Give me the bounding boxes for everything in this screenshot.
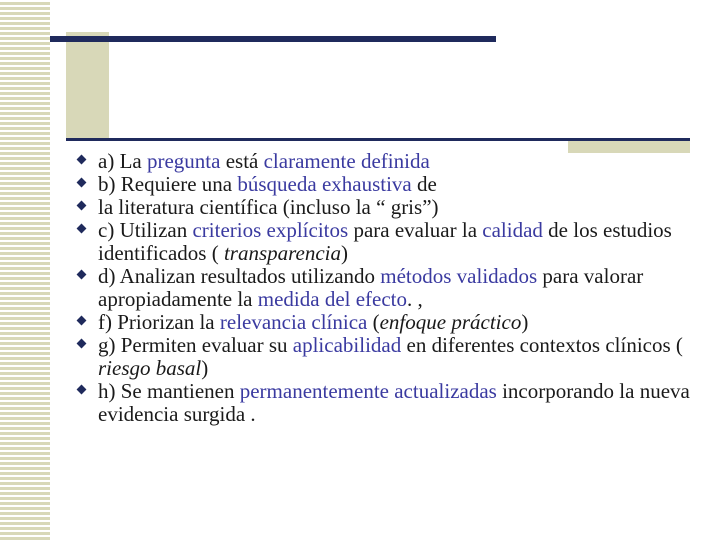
list-item bbox=[78, 219, 708, 265]
item-highlight: aplicabilidad bbox=[292, 333, 402, 357]
list-item bbox=[78, 311, 708, 334]
item-text: ( bbox=[367, 310, 380, 334]
item-text: de los estudios identificados ( bbox=[98, 218, 672, 265]
diamond-bullet-icon bbox=[77, 178, 87, 188]
item-highlight: criterios explícitos bbox=[192, 218, 349, 242]
criteria-list bbox=[78, 150, 708, 426]
item-text: para evaluar la bbox=[348, 218, 483, 242]
top-navy-bar bbox=[50, 36, 496, 42]
diamond-bullet-icon bbox=[77, 339, 87, 349]
item-text: f) Priorizan la bbox=[98, 310, 220, 334]
item-highlight: medida del efecto bbox=[257, 287, 408, 311]
item-text: ) bbox=[201, 356, 209, 380]
item-italic: riesgo basal bbox=[98, 356, 202, 380]
list-item bbox=[78, 173, 708, 196]
diamond-bullet-icon bbox=[77, 155, 87, 165]
diamond-bullet-icon bbox=[77, 385, 87, 395]
list-item bbox=[78, 334, 708, 380]
item-highlight: claramente definida bbox=[263, 149, 430, 173]
khaki-block-decoration bbox=[66, 32, 109, 138]
item-text: a) La bbox=[98, 149, 147, 173]
item-text: está bbox=[220, 149, 264, 173]
item-highlight: métodos validados bbox=[380, 264, 538, 288]
item-highlight: permanentemente actualizadas bbox=[239, 379, 497, 403]
item-text: ) bbox=[341, 241, 349, 265]
list-item bbox=[78, 196, 708, 219]
item-highlight: relevancia clínica bbox=[219, 310, 368, 334]
item-text: incorporando la nueva evidencia surgida . bbox=[98, 379, 690, 426]
item-text: . , bbox=[407, 287, 423, 311]
diamond-bullet-icon bbox=[77, 224, 87, 234]
list-item bbox=[78, 265, 708, 311]
item-text: en diferentes contextos clínicos ( bbox=[401, 333, 683, 357]
item-highlight: búsqueda exhaustiva bbox=[237, 172, 412, 196]
item-text: g) Permiten evaluar su bbox=[98, 333, 293, 357]
item-text: ) bbox=[521, 310, 529, 334]
item-text: de bbox=[411, 172, 437, 196]
item-text: b) Requiere una bbox=[98, 172, 238, 196]
list-item bbox=[78, 150, 708, 173]
item-highlight: pregunta bbox=[146, 149, 221, 173]
diamond-bullet-icon bbox=[77, 316, 87, 326]
diamond-bullet-icon bbox=[77, 201, 87, 211]
list-item bbox=[78, 380, 708, 426]
item-italic: transparencia bbox=[223, 241, 342, 265]
item-text: la literatura científica (incluso la “ gris”) bbox=[98, 195, 439, 219]
item-italic: enfoque práctico bbox=[379, 310, 522, 334]
item-text: h) Se mantienen bbox=[98, 379, 240, 403]
left-stripes-decoration bbox=[0, 0, 50, 540]
item-text: para valorar apropiadamente la bbox=[98, 264, 644, 311]
item-text: d) Analizan resultados utilizando bbox=[98, 264, 381, 288]
diamond-bullet-icon bbox=[77, 270, 87, 280]
item-text: c) Utilizan bbox=[98, 218, 193, 242]
item-highlight: calidad bbox=[482, 218, 543, 242]
